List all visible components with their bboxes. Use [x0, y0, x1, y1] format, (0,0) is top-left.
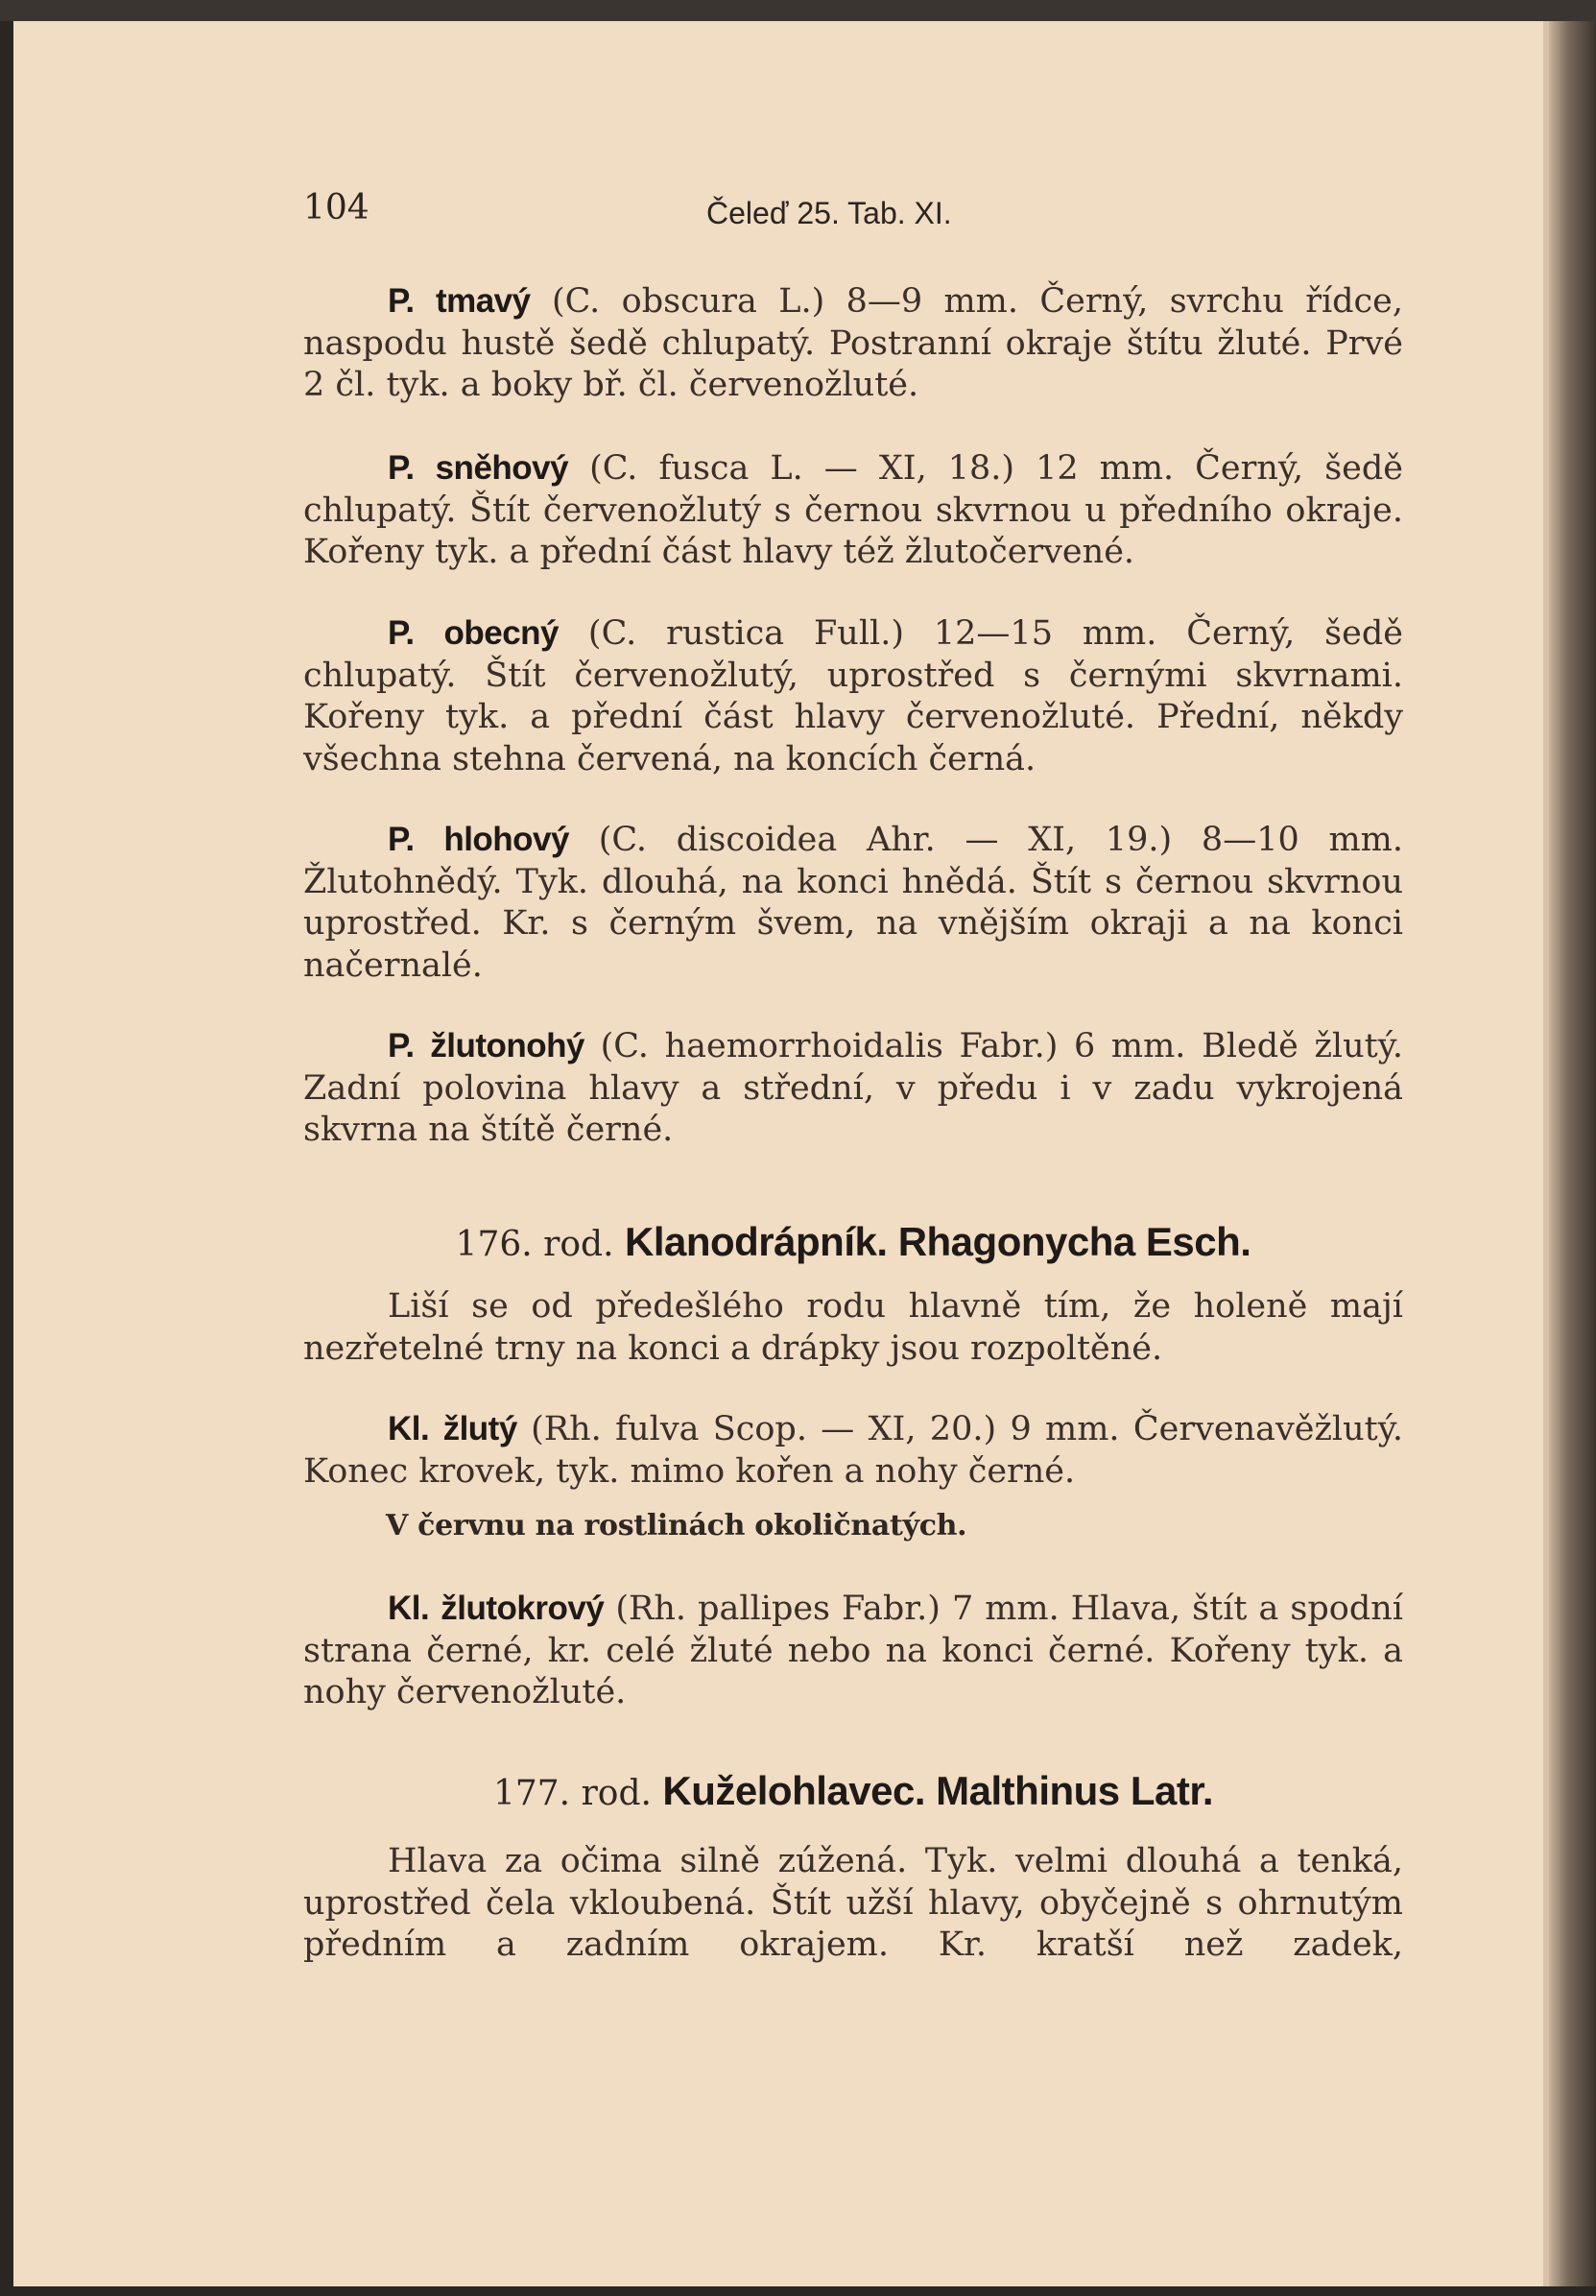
species-entry: [303, 280, 1403, 407]
species-name: žlutonohý: [430, 1027, 584, 1064]
genus-heading: [303, 1768, 1403, 1814]
species-prefix: P.: [388, 449, 415, 487]
genus-description: [303, 1286, 1403, 1370]
species-prefix: Kl.: [388, 1590, 430, 1627]
species-description: (C. rustica Full.) 12—15 mm. Černý, šedě chlupatý. Štít červenožlutý, uprostřed s černými skvrnami. Kořeny tyk. a přední část hlavy červenožluté. Přední, někdy všechna stehna červená, na koncích černá.: [303, 614, 1403, 778]
species-prefix: P.: [388, 1027, 415, 1064]
species-entry: [303, 1025, 1403, 1152]
scan-top-border: [0, 0, 1596, 21]
species-name: sněhový: [435, 449, 569, 487]
species-description: (Rh. fulva Scop. — XI, 20.) 9 mm. Červenavěžlutý. Konec krovek, tyk. mimo kořen a nohy černé.: [303, 1410, 1403, 1491]
species-prefix: P.: [388, 614, 415, 652]
species-prefix: P.: [388, 821, 415, 858]
genus-description-text: Hlava za očima silně zúžená. Tyk. velmi dlouhá a tenká, uprostřed čela vkloubená. Štít užší hlavy, obyčejně s ohrnutým předním a zadním okrajem. Kr. kratší než zadek,: [303, 1842, 1403, 1964]
species-name: hlohový: [443, 821, 569, 858]
species-name: obecný: [443, 614, 560, 652]
species-name: žlutokrový: [441, 1590, 605, 1627]
species-description: (C. obscura L.) 8—9 mm. Černý, svrchu řídce, naspodu hustě šedě chlupatý. Postranní okraje štítu žluté. Prvé 2 čl. tyk. a boky bř. čl. červenožluté.: [303, 282, 1403, 404]
genus-description: [303, 1841, 1403, 1967]
genus-heading: [303, 1219, 1403, 1265]
species-description: (C. haemorrhoidalis Fabr.) 6 mm. Bledě žlutý. Zadní polovina hlavy a střední, v předu i v zadu vykrojená skvrna na štítě černé.: [303, 1027, 1403, 1149]
species-description: (Rh. pallipes Fabr.) 7 mm. Hlava, štít a spodní strana černé, kr. celé žluté nebo na konci černé. Kořeny tyk. a nohy červenožluté.: [303, 1590, 1403, 1711]
species-prefix: P.: [388, 282, 415, 320]
page-number: 104: [303, 188, 369, 227]
genus-number: 177. rod.: [492, 1774, 652, 1813]
page-header: [303, 188, 1403, 236]
genus-number: 176. rod.: [455, 1225, 614, 1264]
species-entry: [303, 819, 1403, 987]
species-description: (C. discoidea Ahr. — XI, 19.) 8—10 mm. Žlutohnědý. Tyk. dlouhá, na konci hnědá. Štít s černou skvrnou uprostřed. Kr. s černým švem, na vnějším okraji a na konci načernalé.: [303, 821, 1403, 985]
species-name: žlutý: [442, 1410, 517, 1447]
species-prefix: Kl.: [388, 1410, 430, 1447]
running-head: Čeleď 25. Tab. XI.: [706, 196, 952, 230]
species-name: tmavý: [435, 282, 531, 320]
species-entry: [303, 612, 1403, 780]
genus-name: Klanodrápník. Rhagonycha Esch.: [624, 1219, 1251, 1264]
species-description: (C. fusca L. — XI, 18.) 12 mm. Černý, šedě chlupatý. Štít červenožlutý s černou skvrnou u předního okraje. Kořeny tyk. a přední část hlavy též žlutočervené.: [303, 449, 1403, 571]
genus-name: Kuželohlavec. Malthinus Latr.: [662, 1768, 1214, 1813]
book-spine-edge: [1549, 21, 1596, 2286]
genus-description-text: Liší se od předešlého rodu hlavně tím, že holeně mají nezřetelné trny na konci a drápky jsou rozpoltěné.: [303, 1287, 1403, 1368]
species-entry: [303, 447, 1403, 574]
habitat-note: V červnu na rostlinách okoličnatých.: [386, 1509, 967, 1543]
species-entry: [303, 1408, 1403, 1493]
species-entry: [303, 1588, 1403, 1714]
